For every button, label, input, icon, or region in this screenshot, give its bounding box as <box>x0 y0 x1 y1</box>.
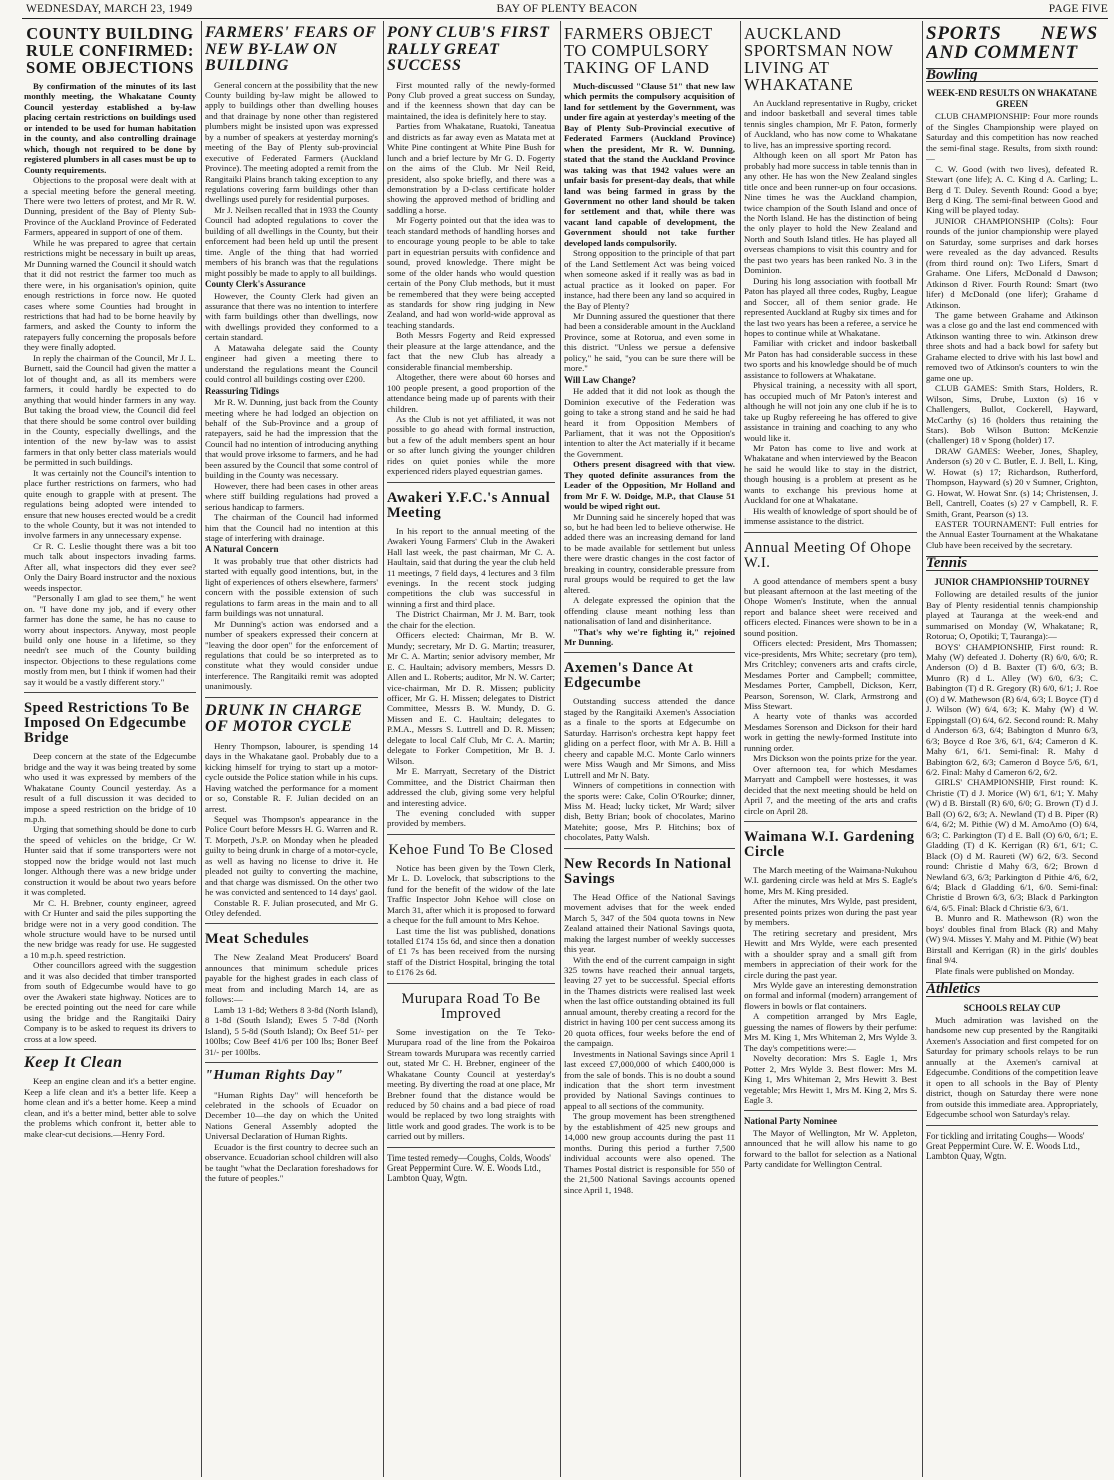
paragraph: Some investigation on the Te Teko-Murupara road of the line from the Pokairoa Stream towards Murupara was recently carried out, stated Mr C. H. Brebner, engineer of the Whakatane County Council at yesterday's meeting. By diverting the road at one place, Mr Brebner found that the distance would be reduced by 50 chains and a bad piece of road would be replaced by two long straights with little work and good grades. The work is to be carried out by millers. <box>387 1026 555 1142</box>
paragraph: BOYS' CHAMPIONSHIP, First round: R. Mahy (W) defeated J. Doherty (R) 6/0, 6/0; R. Anderson (O) d B. Baxter (T) 6/0, 6/3; B. Munro (R) d L. Alley (W) 6/0, 6/3; C. Babington (T) d R. Gregory (R) 6/0, 6/1; J. Roe (O) d W. Mathewson (R) 6/4, 6/3; I. Boyce (T) d J. Wilson (W) 6/4, 6/3; K. Mahy (W) d W. Eppingstall (O) 6/4, 6/2. Second round: R. Mahy d Anderson 6/3, 6/4; Babington d Munro 6/3, 6/3; Boyce d Roe 3/6, 6/1, 6/4; Cameron d K. Mahy 6/1, 6/1. Semi-final: R. Mahy d Babington 6/2, 6/3; Cameron d Boyce 5/6, 6/1, 6/2. Final: Mahy d Cameron 6/2, 6/2. <box>926 641 1098 777</box>
headline-meat-schedules: Meat Schedules <box>205 931 310 948</box>
article-lead: Others present disagreed with that view. They quoted definite assurances from the Leader of the Opposition, Mr Holland and from Mr F. W. Doidge, M.P., that Clause 51 would be wiped right out. <box>564 459 735 512</box>
article-body <box>205 1090 378 1184</box>
paragraph: Winners of competitions in connection with the sports were: Cake, Colin O'Rourke; dinner, Miss M. Head; lucky ticket, Mr Ward; silver dish, Betty Brian; book of chocolates, Marino Matehite; goose, Mrs P. Hitchins; box of chocolates, Patty Walsh. <box>564 780 735 843</box>
paragraph: Plate finals were published on Monday. <box>935 965 1075 976</box>
advertisement-peppermint-cure: Time tested remedy—Coughs, Colds, Woods' Great Peppermint Cure. W. E. Woods Ltd., Lambton Quay, Wgtn. <box>387 1152 551 1183</box>
column-2 <box>205 21 378 1477</box>
paragraph: Mr Dunning said he sincerely hoped that was so, but he had been led to believe otherwise. He added there was an increasing demand for land to be made available for settlement but unless there were drastic changes in the cost factor of breaking in country, considerable pressure from rural groups would be required to get the law altered. <box>564 511 735 595</box>
article-divider <box>926 1125 1098 1126</box>
paragraph: A Matawaha delegate said the County engineer had given a meeting there to understand the regulations meant the Council could control all buildings costing over £200. <box>205 342 378 385</box>
article-body <box>926 111 1098 550</box>
subheading: Reassuring Tidings <box>205 385 279 396</box>
subheading: County Clerk's Assurance <box>205 279 306 290</box>
paragraph: Mr R. W. Dunning, just back from the County meeting where he had lodged an objection on behalf of the Sub-Province and a group of ratepayers, said he had the impression that the Council had no intention of introducing anything that would prove irksome to farmers, and he had been assured by the Council that some control of building in the County was necessary. <box>205 397 378 481</box>
headline-waimana-gardening: Waimana W.I. Gardening Circle <box>744 829 915 860</box>
article-divider <box>744 821 917 822</box>
paragraph: Altogether, there were about 60 horses and 100 people present, a good proportion of the attendance being made up of parents with their children. <box>387 372 555 414</box>
article-body <box>564 892 735 1195</box>
top-rule <box>22 18 1108 19</box>
paragraph: A competition arranged by Mrs Eagle, guessing the names of flowers by their perfume: Mrs M. King 1, Mrs Whiteman 2, Mrs Wylde 3. The day's competitions were:— <box>744 1011 917 1053</box>
column-rule <box>560 21 561 1477</box>
paragraph: Mr Paton has come to live and work at Whakatane and when interviewed by the Beacon he said he would like to stay in the district, though housing is a problem at present as he wants to exchange his previous home at Auckland for one at Whakatane. <box>744 442 917 506</box>
article-divider <box>387 834 555 835</box>
paragraph: He added that it did not look as though the Dominion executive of the Federation was going to take a strong stand and he said he had heard it from Opposition Members of Parliament, that it was not the Opposition's intention to alter the Act materially if it became the Government. <box>564 386 735 459</box>
headline-farmers-fears: FARMERS' FEARS OF NEW BY-LAW ON BUILDING <box>205 24 377 74</box>
paragraph: Parties from Whakatane, Ruatoki, Taneatua and districts as far away even as Matata met at White Pine contingent at White Pine Bush for lunch and a brief lecture by Mr G. D. Fogerty on the aims of the Club. Mr Neil Reid, president, also spoke briefly, and there was a demonstration by a D-class certificate holder showing the approved method of bridling and saddling a horse. <box>387 121 555 215</box>
article-body <box>24 751 196 1044</box>
paragraph: Familiar with cricket and indoor basketball Mr Paton has had considerable success in these two sports and his knowledge should be of much assistance to followers at Whakatane. <box>744 338 917 380</box>
paragraph: Both Messrs Fogerty and Reid expressed their pleasure at the large attendance, and the fact that the new Club has already a considerable financial membership. <box>387 330 555 372</box>
paragraph: Sequel was Thompson's appearance in the Police Court before Messrs H. G. Warren and R. T. Morpeth, J's.P. on Monday when he pleaded guilty to being drunk in charge of a motor-cycle, as well as having no license to drive it. He pleaded not guilty to converting the machine, and that charge was dismissed. On the other two he was convicted and sentenced to 14 days' gaol. <box>205 813 378 898</box>
paragraph: An Auckland representative in Rugby, cricket and indoor basketball and several times table tennis singles champion, Mr F. Paton, formerly of Auckland, who has now come to Whakatane to live, has an impressive sporting record. <box>744 98 917 150</box>
paragraph: First mounted rally of the newly-formed Pony Club proved a great success on Sunday, and if the keenness shown that day can be maintained, the idea is definitely here to stay. <box>387 79 555 121</box>
article-divider <box>205 1062 378 1063</box>
paragraph: Novelty decoration: Mrs S. Eagle 1, Mrs Potter 2, Mrs Wylde 3. Best flower: Mrs M. King 1, Mrs Whiteman 2, Mrs Hewitt 3. Best vegetable; Mrs Hewitt 1, Mrs M. King 2, Mrs S. Eagle 3. <box>744 1053 917 1105</box>
paragraph: In his report to the annual meeting of the Awakeri Young Farmers' Club in the Awakeri Hall last week, the past chairman, Mr C. A. Haultain, said that during the year the club held 11 meetings, 7 field days, 4 lectures and 3 film evenings. In the recent stock judging competitions the club was successful in winning a first and third place. <box>387 525 555 609</box>
paragraph: A delegate expressed the opinion that the offending clause meant nothing less than nationalisation of land and disinheritance. <box>564 595 735 627</box>
article-body <box>926 1015 1098 1120</box>
headline-keep-it-clean: Keep It Clean <box>24 1053 123 1071</box>
paragraph: While he was prepared to agree that certain restrictions might be necessary in built up areas, Mr Dunning warned the Council it should watch that it did not restrict the farmer too much as there were, in his organisation's opinion, quite enough restrictions in force now. He quoted cases where some Counties had brought in restrictions that had had to be borne heavily by farmers, and asked the County to inform the ratepayers fully concerning the proposals before they were finally adopted. <box>24 237 196 353</box>
paragraph: It was probably true that other districts had started with equally good intentions, but, in the light of experiences of others elsewhere, farmers' concern with the possible extension of such regulations to farm areas in the main and to all farm buildings was not unnatural. <box>205 555 378 619</box>
paragraph: Keep an engine clean and it's a better engine. Keep a life clean and it's a better life. Keep a home clean and it's a better home. Keep a mind clean, and it's a better mind, better able to solve the problems which confront it, better able to make clear-cut decisions.—Henry Ford. <box>24 1076 196 1139</box>
issue-date: WEDNESDAY, MARCH 23, 1949 <box>26 3 193 15</box>
headline-murupara-road: Murupara Road To Be Improved <box>401 990 541 1022</box>
headline-pony-club: PONY CLUB'S FIRST RALLY GREAT SUCCESS <box>387 24 550 74</box>
article-body <box>387 1027 555 1142</box>
paragraph: Henry Thompson, labourer, is spending 14 days in the Whakatane gaol. Probably due to a kicking himself for trying to start up a motor-cycle outside the Police station while in his cups. Having watched the performance for a moment or so, Constable R. F. Julian decided on an arrest. <box>205 740 378 814</box>
paragraph: Over afternoon tea, for which Mesdames Marryatt and Campbell were hostesses, it was decided that the next meeting should be held on April 7, and the meeting of the arts and crafts circle on April 28. <box>744 763 917 816</box>
subheading: A Natural Concern <box>205 544 279 555</box>
column-3 <box>387 21 555 1477</box>
headline-drunk-in-charge: DRUNK IN CHARGE OF MOTOR CYCLE <box>205 701 363 736</box>
paragraph: Lamb 13 1-8d; Wethers 8 3-8d (North Island), 8 1-8d (South Island); Ewes 5 7-8d (North Island), 5 5-8d (South Island); Ox Beef 51/- per 100lbs; Cow Beef 41/6 per 100 lbs; Boner Beef 31/- per 100lbs. <box>205 1004 378 1057</box>
paragraph: With the end of the current campaign in sight 325 towns have reached their annual targets, leaving 27 yet to be successful. Special efforts in the Thames districts were realised last week when the last office outstanding obtained its full annual amount, thereby creating a record for the district in having 100 per cent success among its 20 quota offices, four weeks before the end of the campaign. <box>564 954 735 1049</box>
paragraph: Mr Fogerty pointed out that the idea was to teach standard methods of handling horses and to encourage young people to be able to take part in equestrian persuits with confidence and sound, proved knowledge. There might be some of the older hands who would question certain of the Pony Club methods, but it must be remembered that they were being accepted as standards for show ring judging in New Zealand, and had won world-wide approval as teaching standards. <box>387 215 555 330</box>
headline-auckland-sportsman: AUCKLAND SPORTSMAN NOW LIVING AT WHAKATANE <box>744 24 894 94</box>
paragraph: The New Zealand Meat Producers' Board announces that minimum schedule prices payable for the highest grades in each class of meat from and including March 14, are as follows:— <box>205 952 378 1005</box>
column-4 <box>564 21 735 1477</box>
paragraph: Strong opposition to the principle of that part of the Land Settlement Act was being voiced when someone asked if it really was as bad in actual practice as it looked on paper. For instance, had there been any land so acquired in the Bay of Plenty? <box>564 248 735 311</box>
paragraph: Constable R. F. Julian prosecuted, and Mr G. Otley defended. <box>205 897 378 919</box>
paragraph: Urging that something should be done to curb the speed of vehicles on the bridge, Cr W. Hunter said that if some transporters were not stopped now the bridge would not last much longer. Although there was a new bridge under construction it would be about two years before it was completed. <box>24 824 196 898</box>
article-divider <box>205 923 378 924</box>
article-body <box>926 589 1098 976</box>
headline-awakeri-yfc: Awakeri Y.F.C.'s Annual Meeting <box>387 489 551 521</box>
paragraph: EASTER TOURNAMENT: Full entries for the Annual Easter Tournament at the Whakatane Club have been received by the secretary. <box>926 519 1098 550</box>
paragraph: Cr R. C. Leslie thought there was a bit too much talk about inspectors invading farms. After all, what inspectors did they ever see? Only the Dairy Board instructor and the noxious weeds inspector. <box>24 540 196 593</box>
subheading: JUNIOR CHAMPIONSHIP TOURNEY <box>934 576 1090 587</box>
paragraph: Following are detailed results of the junior Bay of Plenty residential tennis championship played at Tauranga at the week-end and summarised on Monday (W, Whakatane; R, Rotorua; O, Opotiki; T, Tauranga):— <box>926 589 1098 642</box>
paragraph: Mr E. Marryatt, Secretary of the District Committee, and the District Chairman then addressed the club, giving some very helpful and interesting advice. <box>387 766 555 808</box>
paragraph: GIRLS' CHAMPIONSHIP, First round: K. Christie (T) d J. Morice (W) 6/1, 6/1; Y. Mahy (W) d B. Birstall (R) 6/0, 6/0; G. Brown (T) d J. Ball (O) 6/2, 6/3; A. Newland (T) d B. Piper (R) 6/4, 6/2; M. Pithie (W) d M. AmoAmo (O) 6/4, 6/3; C. Parkington (T) d E. Ball (O) 6/0, 6/1; E. Gladding (T) d K. Kerrigan (R) 6/1, 6/1; C. Black (O) d M. Raureti (W) 6/2, 6/3. Second round: Christie d Mahy 6/3, 6/2; Brown d Newland 6/3, 6/3; Parkington d Pithie 4/6, 6/2, 6/4; Black d Gladding 6/1, 6/0. Semi-final: Christie d Brown 6/3, 6/3; Black d Parkington 6/4, 6/5. Final: Black d Christie 6/3, 6/1. <box>926 777 1098 913</box>
article-divider <box>24 692 196 693</box>
subheading: WEEK-END RESULTS ON WHAKATANE GREEN <box>927 88 1097 109</box>
paragraph: During his long association with football Mr Paton has played all three codes, Rugby, League and Soccer, all of them senior grade. He represented Auckland at Rugby six times and for the last two years has been a referee, a service he hopes to continue while at Whakatane. <box>744 275 917 338</box>
paper-name: BAY OF PLENTY BEACON <box>496 3 638 15</box>
article-body <box>205 741 378 919</box>
article-body <box>387 863 555 978</box>
paragraph: Although keen on all sport Mr Paton has probably had more success in table tennis than in any other. He has won the New Zealand singles title once and been runner-up on four occasions. Nine times he was the Auckland champion, twice champion of the South Island and once of the North Island. He has the distinction of being the only player to hold the New Zealand and North and South Island titles. He has played all overseas champions to visit this country and for the past two years has been ranked No. 3 in the Dominion. <box>744 150 917 276</box>
paragraph: B. Munro and R. Mathewson (R) won the boys' doubles final from Black (R) and Mahy (W) 9/4. Misses Y. Mahy and M. Pithie (W) beat Birstall and Kerrigan (R) in the girls' doubles final 9/4. <box>926 913 1098 966</box>
paragraph: It was certainly not the Council's intention to place further restrictions on farmers, who had quite enough to grapple with at present. The regulations being adopted were intended to ensure that new houses erected would be a credit to the whole County, but it was not intended to involve farmers in any unnecessary expense. <box>24 467 196 541</box>
article-body <box>744 576 917 816</box>
paragraph: The Mayor of Wellington, Mr W. Appleton, announced that he will allow his name to go forward to the ballot for selection as a National Party candidate for Wellington Central. <box>744 1127 917 1170</box>
article-divider <box>564 652 735 653</box>
headline-ohope-wi: Annual Meeting Of Ohope W.I. <box>744 539 912 571</box>
article-lead: Much-discussed "Clause 51" that new law which permits the compulsory acquisition of land for settlement by the Government, was under fire again at yesterday's meeting of the Bay of Plenty Sub-Provincial executive of Federated Farmers (Auckland Province) when the president, Mr R. W. Dunning, stated that the stand the Auckland Province was taking was that 1942 values were an unfair basis for present-day deals, that while land was being farmed in grass by the Government no other land should be taken for settlement and that, while there was vacant land capable of development, the Government should not take further developed lands compulsorily. <box>564 81 735 248</box>
paragraph: "Personally I am glad to see them," he went on. "I have done my job, and if every other farmer has done the same, he has no cause to worry about inspectors. Anyway, most people build only one house in a lifetime, so they needn't see much of the County building inspector. Objections to these regulations come mostly from men, but I think if women had their say it would be a vastly different story." <box>24 593 196 687</box>
subheading-national-party: National Party Nominee <box>744 1116 837 1127</box>
sports-banner: SPORTS NEWS AND COMMENT <box>926 23 1098 63</box>
column-5 <box>744 21 917 1477</box>
page-number: PAGE FIVE <box>1048 3 1108 15</box>
paragraph: Other councillors agreed with the suggestion and it was also decided that timber transported from south of Edgecumbe would have to go over the Awakeri state highway. Notices are to be erected pointing out the need for care while using the bridge and the Rangitaiki Dairy Company is to be asked to request its drivers to cross at a low speed. <box>24 960 196 1044</box>
paragraph: Last time the list was published, donations totalled £174 15s 6d, and since then a donation of £1 7s has been received from the nursing staff of the District Hospital, bringing the total to £176 2s 6d. <box>387 925 555 978</box>
paragraph: A hearty vote of thanks was accorded Mesdames Sorenson and Dickson for their hard work in getting the newly-formed Institute into running order. <box>744 711 917 753</box>
article-body <box>205 952 378 1057</box>
column-rule <box>922 21 923 1477</box>
paragraph: JUNIOR CHAMPIONSHIP (Colts): Four rounds of the junior championship were played on Saturday, some surprises and dark horses were revealed as the day advanced. Results (from third round on): Two Lifers, Smart d Grahame. One Lifers, McDonald d Dawson; Atkinson d River. Fourth Round: Smart (two lifer) d McDonald (one lifer); Grahame d Atkinson. <box>926 215 1098 310</box>
article-divider <box>24 1049 196 1050</box>
headline-compulsory-taking: FARMERS OBJECT TO COMPULSORY TAKING OF LAND <box>564 24 713 77</box>
paragraph: C. W. Good (with two lives), defeated R. Stewart (one life); A. C. King d A. Carling; L. Berg d T. Duley. Seventh Round: Good a bye; Berg d King. The semi-final between Good and King will be played today. <box>926 163 1098 216</box>
article-divider <box>387 1147 555 1148</box>
article-body <box>744 98 917 527</box>
article-body <box>744 865 917 1105</box>
article-divider <box>387 983 555 984</box>
headline-building-rule: COUNTY BUILDING RULE CONFIRMED: SOME OBJECTIONS <box>25 24 195 77</box>
headline-axemens-dance: Axemen's Dance At Edgecumbe <box>564 660 694 692</box>
paragraph: Mrs Dickson won the points prize for the year. <box>753 753 917 764</box>
article-divider <box>564 848 735 849</box>
headline-kehoe-fund: Kehoe Fund To Be Closed <box>388 841 554 858</box>
article-body <box>24 175 196 687</box>
paragraph: Officers elected: Chairman, Mr B. W. Mundy; secretary, Mr D. G. Martin; treasurer, Mr C. A. Martin; senior advisory member, Mr E. C. Haultain; advisory members, Messrs D. Allen and L. Roberts; auditor, Mr N. W. Carter; vice-chairman, Mr D. R. Missen; publicity officer, Mr G. H. Missen; delegates to District Committee, Messrs B. W. Mundy, D. G. Missen and E. C. Haultain; delegates to P.M.A., Messrs S. Luttrell and D. R. Missen; delegate to local Calf Club, Mr C. A. Martin; delegate to Forker Competition, Mr B. J. Wilson. <box>387 630 555 766</box>
column-rule <box>740 21 741 1477</box>
paragraph: DRAW GAMES: Weeber, Jones, Shapley, Anderson (s) 20 v C. Butler, E. J. Bell, L. King, W. Howat (s) 17; Richardson, Rutherford, Thompson, Hayward (s) 20 v Sumner, Crighton, G. Howat, W. Howat Snr. (s) 14; Christensen, J. Bell, Cantrell, Coates (s) 27 v Campbell, R. F. Smith, Grant, Pearson (s) 13. <box>926 445 1098 519</box>
subheading: SCHOOLS RELAY CUP <box>963 1002 1061 1013</box>
column-6 <box>926 21 1098 1477</box>
section-heading-athletics: Athletics <box>926 982 1098 996</box>
paragraph: The evening concluded with supper provided by members. <box>387 807 555 829</box>
article-body <box>205 80 378 692</box>
paragraph: The retiring secretary and president, Mrs Hewitt and Mrs Wylde, were each presented with a shoulder spray and a small gift from members in appreciation of their work for the circle during the past year. <box>744 927 917 980</box>
paragraph: Notice has been given by the Town Clerk, Mr L. D. Lovelock, that subscriptions to the fund for the benefit of the widow of the late Traffic Inspector John Kehoe will close on March 31, after which it is proposed to forward a cheque for the full amount to Mrs Kehoe. <box>387 862 555 926</box>
paragraph: Mr J. Neilsen recalled that in 1933 the County Council had adopted regulations to cover the building of all dwellings in the County, but their enforcement had been held up until the present time. Angle of the thing that had worried members of his branch was that the regulations might possibly be made to apply to all buildings. <box>205 204 378 278</box>
paragraph: Mr Dunning assured the questioner that there had been a considerable amount in the Auckland Province, some at Rotorua, and even some in this district. "Unless we persue a defensive policy," he said, "you can be sure there will be more." <box>564 310 735 374</box>
paragraph: Objections to the proposal were dealt with at a special meeting before the general meeting. There were two letters of protest, and Mr R. W. Dunning, president of the Bay of Plenty Sub-Province of the Auckland Province of Federated Farmers, appeared in support of one of them. <box>24 175 196 238</box>
paragraph: Deep concern at the state of the Edgecumbe bridge and the way it was being treated by some who used it was expressed by members of the Whakatane County Council yesterday. As a result of a full discussion it was decided to impose a speed restriction on the bridge of 10 m.p.h. <box>24 751 196 824</box>
paragraph: Officers elected: President, Mrs Thomassen; vice-presidents, Mrs White; secretary (pro tem), Mrs Critchley; conveners arts and crafts circle, Mesdames Porter and Campbell; committee, Mesdames Porter, Campbell, Dickson, Kerr, Pearson, Sorenson, W. Clark, Armstrong and Miss Stewart. <box>744 638 917 712</box>
paragraph: Investments in National Savings since April 1 last exceed £7,000,000 of which £400,000 is from the sale of bonds. This is no doubt a sound indication that the short term investment provided by National Savings continues to appeal to all sections of the community. <box>564 1048 735 1111</box>
column-1 <box>24 21 196 1477</box>
article-divider <box>744 1110 917 1111</box>
paragraph: The District Chairman, Mr J. M. Barr, took the chair for the election. <box>387 609 555 630</box>
paragraph: General concern at the possibility that the new County building by-law might be allowed to apply to buildings other than dwelling houses and that drainage by none other than registered plumbers might be insisted upon was expressed by a number of speakers at yesterday morning's meeting of the Bay of Plenty sub-provincial executive of Federated Farmers (Auckland Province). The meeting adopted a remit from the Rangitaiki Plains branch taking exception to any regulations covering farm buildings other than dwellings used purely for residential purposes. <box>205 79 378 205</box>
headline-national-savings: New Records In National Savings <box>564 855 732 887</box>
paragraph: The group movement has been strengthened by the establishment of 425 new groups and 14,000 new group accounts during the past 11 months. During this period a further 7,500 individual accounts were also opened. The Thames Postal district is responsible for 550 of the 21,500 National Savings accounts opened since April 1, 1948. <box>564 1111 735 1195</box>
article-lead: By confirmation of the minutes of its last monthly meeting, the Whakatane County Council yesterday established a by-law placing certain restrictions on buildings used or intended to be used for human habitation in the county, and also controlling drainage which, though not required to be done by registered plumbers in all cases must be up to County requirements. <box>24 81 196 175</box>
paragraph: Mr Dunning's action was endorsed and a number of speakers expressed their concern at "leaving the door open" for the enforcement of regulations that could be so interpreted as to constitute what they would consider undue interference. The Rangitaiki remit was adopted unanimously. <box>205 618 378 692</box>
paragraph: Mr C. H. Brebner, county engineer, agreed with Cr Hunter and said the piles supporting the bridge were not in a very good condition. The whole structure would have to be nursed until the new bridge was ready for use. He suggested a 10 m.p.h. speed restriction. <box>24 897 196 960</box>
paragraph: "That's why we're fighting it," rejoined Mr Dunning. <box>564 626 735 648</box>
paragraph: Ecuador is the first country to decree such an observance. Ecuadorian school children will also be taught "what the Declaration foreshadows for the future of peoples." <box>205 1141 378 1184</box>
article-divider <box>744 532 917 533</box>
article-body <box>387 526 555 829</box>
article-body <box>387 80 555 477</box>
paragraph: The Head Office of the National Savings movement advises that for the week ended March 5, 347 of the 504 quota towns in New Zealand attained their National Savings quota, making the largest number of weekly successes this year. <box>564 891 735 955</box>
headline-speed-restrictions: Speed Restrictions To Be Imposed On Edgecumbe Bridge <box>24 700 190 747</box>
column-rule <box>383 21 384 1477</box>
paragraph: However, there had been cases in other areas where stiff building regulations had proved a serious handicap to farmers. <box>205 480 378 512</box>
paragraph: CLUB CHAMPIONSHIP: Four more rounds of the Singles Championship were played on Saturday and this competition has now reached the semi-final stage. Results, from sixth round:— <box>926 111 1098 164</box>
article-body <box>564 696 735 842</box>
article-body <box>564 248 735 647</box>
column-rule <box>201 21 202 1477</box>
paragraph: Much admiration was lavished on the handsome new cup presented by the Rangitaiki Axemen's Association and first competed for on Saturday for primary schools relays to be run annually at the Axemen's carnival at Edgecumbe. Conditions of the competition leave it open to all schools in the Bay of Plenty district, though on Saturday there were none from outside this immediate area. Appropriately, Edgecumbe school won Saturday's relay. <box>926 1014 1098 1120</box>
paragraph: CLUB GAMES: Smith Stars, Holders, R. Wilson, Sims, Drube, Luxton (s) 16 v Challengers, Bullot, Cockerell, Hayward, McCarthy (s) 16 (holders thus retaining the Stars). Bob Wilson Button: McKenzie (challenger) 18 v Spong (holder) 17. <box>926 383 1098 446</box>
paragraph: In reply the chairman of the Council, Mr J. L. Burnett, said the Council had given the matter a lot of thought and, as all its members were farmers, it could hardly be expected to do anything that would hinder farmers in any way. But taking the broad view, the Council did feel that there should be some control over building in the County, especially dwellings, and the intention of the new by-law was to assist farmers in that only better class materials would be permitted in such buildings. <box>24 352 196 468</box>
section-heading-tennis: Tennis <box>926 556 1098 570</box>
article-divider <box>387 482 555 483</box>
article-divider <box>205 697 378 698</box>
paragraph: Mrs Wylde gave an interesting demonstration on formal and informal (modern) arrangement of flowers in bowls or flat containers. <box>744 979 917 1011</box>
masthead <box>26 3 1108 17</box>
paragraph: The game between Grahame and Atkinson was a close go and the last end commenced with Atkinson wanting three to win. Atkinson drew three shots and had a back bowl for safety but Grahame elected to drive with his last bowl and removed two of Atkinson's counters to win the game one up. <box>926 309 1098 383</box>
paragraph: Physical training, a necessity with all sport, has occupied much of Mr Paton's interest and although he will not join any one club if he is to take up Rugby refereeing he has offered to give assistance in training and coaching to any who would like it. <box>744 380 917 443</box>
article-body <box>744 1128 917 1170</box>
headline-human-rights-day: "Human Rights Day" <box>205 1068 344 1084</box>
paragraph: The chairman of the Council had informed him that the Council had no intention at this stage of interfering with drainage. <box>205 512 378 543</box>
subheading: Will Law Change? <box>564 374 636 385</box>
paragraph: As the Club is not yet affiliated, it was not possible to go ahead with formal instruction, but a few of the adult members spent an hour or so after lunch giving the younger children rides on quiet ponies while the more experienced riders played equestrian games. <box>387 414 555 477</box>
paragraph: A good attendance of members spent a busy but pleasant afternoon at the last meeting of the Ohope Women's Institute, when the annual report and balance sheet were received and officers elected. Finances were shown to be in a sound position. <box>744 575 917 638</box>
paragraph: The March meeting of the Waimana-Nukuhou W.I. gardening circle was held at Mrs S. Eagle's home, Mrs M. King presided. <box>744 865 917 896</box>
article-body <box>24 1076 196 1139</box>
paragraph: Outstanding success attended the dance staged by the Rangitaiki Axemen's Association as a finale to the sports at Edgecumbe on Saturday. Harrison's orchestra kept happy feet gliding on a perfect floor, with Mr A. B. Hill a cheery and capable M.C. Monte Carlo winners were Miss Waugh and Mr Simons, and Miss Luttrell and Mr N. Baty. <box>564 696 735 780</box>
paragraph: However, the County Clerk had given an assurance that there was no intention to interfere with farm buildings other than dwellings, now with dwellings provided they conformed to a certain standard. <box>205 290 378 343</box>
paragraph: "Human Rights Day" will henceforth be celebrated in the schools of Ecuador on December 10—the day on which the United Nations General Assembly adopted the Universal Declaration of Human Rights. <box>205 1089 378 1142</box>
paragraph: His wealth of knowledge of sport should be of immense assistance to the district. <box>744 505 917 527</box>
paragraph: After the minutes, Mrs Wylde, past president, presented points prizes won during the past year by members. <box>744 896 917 928</box>
advertisement-peppermint-cure: For tickling and irritating Coughs— Woods' Great Peppermint Cure. W. E. Woods Ltd., Lambton Quay, Wgtn. <box>926 1130 1085 1161</box>
section-heading-bowling: Bowling <box>926 68 1098 82</box>
